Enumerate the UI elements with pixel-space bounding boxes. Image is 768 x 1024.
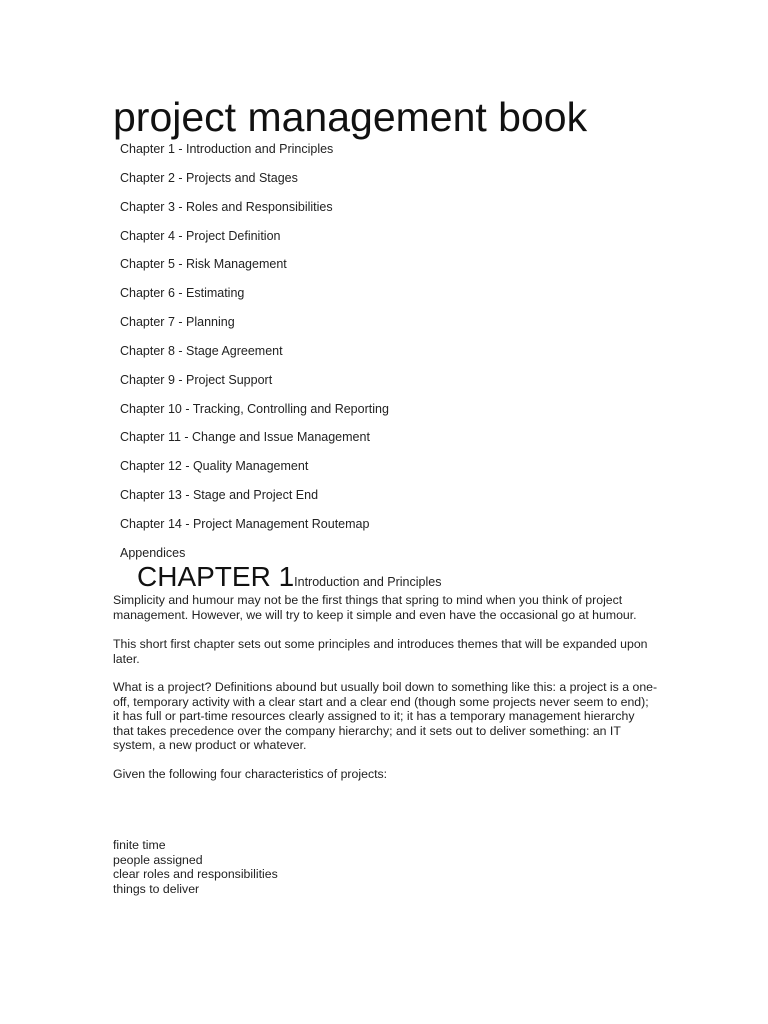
list-item: finite time xyxy=(113,838,166,852)
table-of-contents xyxy=(120,140,389,573)
paragraph-project-definition: What is a project? Definitions abound but usually boil down to something like this: a project is a one-off, temporary activity with a clear start and a clear end (though some projects never seem to end); it has full or part-time resources clearly assigned to it; it has a temporary management hierarchy that takes precedence over the company hierarchy; and it sets out to deliver something: an IT system, a new product or whatever. xyxy=(113,680,658,752)
paragraph-chapter-overview: This short first chapter sets out some principles and introduces themes that will be expanded upon later. xyxy=(113,637,648,666)
toc-item-chapter-9: Chapter 9 - Project Support xyxy=(120,372,273,387)
toc-item-appendices: Appendices xyxy=(120,545,186,560)
toc-item-chapter-12: Chapter 12 - Quality Management xyxy=(120,459,309,474)
paragraph-intro: Simplicity and humour may not be the first things that spring to mind when you think of project management. However, we will try to keep it simple and even have the occasional go at humour. xyxy=(113,593,637,622)
chapter-heading xyxy=(137,560,441,594)
chapter-label: CHAPTER 1 xyxy=(137,561,295,592)
toc-item-chapter-1: Chapter 1 - Introduction and Principles xyxy=(120,142,334,156)
toc-item-chapter-4: Chapter 4 - Project Definition xyxy=(120,228,281,243)
toc-item-chapter-14: Chapter 14 - Project Management Routemap xyxy=(120,516,370,531)
list-item: people assigned xyxy=(113,852,203,867)
chapter-subtitle: Introduction and Principles xyxy=(294,575,442,589)
toc-item-chapter-10: Chapter 10 - Tracking, Controlling and Reporting xyxy=(120,401,389,416)
toc-item-chapter-11: Chapter 11 - Change and Issue Management xyxy=(120,430,370,445)
list-item: things to deliver xyxy=(113,881,200,896)
toc-item-chapter-2: Chapter 2 - Projects and Stages xyxy=(120,170,298,185)
toc-item-chapter-6: Chapter 6 - Estimating xyxy=(120,286,245,301)
toc-item-chapter-5: Chapter 5 - Risk Management xyxy=(120,257,287,272)
document-title: project management book xyxy=(113,94,588,140)
toc-item-chapter-7: Chapter 7 - Planning xyxy=(120,315,235,330)
toc-item-chapter-8: Chapter 8 - Stage Agreement xyxy=(120,343,283,358)
characteristics-list xyxy=(113,838,278,896)
paragraph-characteristics-intro: Given the following four characteristics of projects: xyxy=(113,767,388,781)
toc-item-chapter-13: Chapter 13 - Stage and Project End xyxy=(120,488,319,503)
list-item: clear roles and responsibilities xyxy=(113,867,278,881)
toc-item-chapter-3: Chapter 3 - Roles and Responsibilities xyxy=(120,199,333,214)
